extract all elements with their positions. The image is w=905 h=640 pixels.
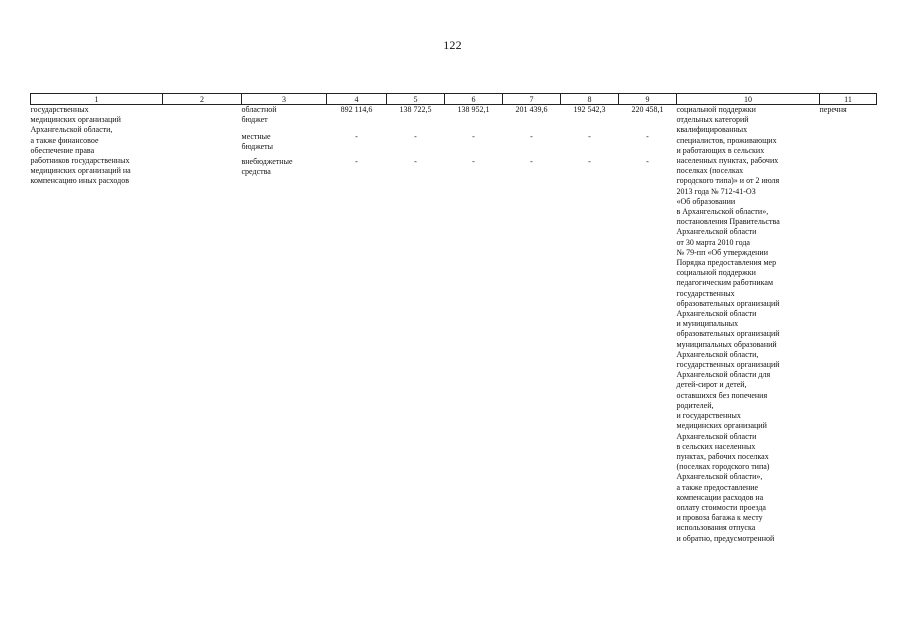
legal-basis-line: образовательных организаций [676, 298, 780, 308]
legal-basis-cell [677, 105, 820, 544]
legal-basis-line: государственных [676, 288, 735, 298]
activity-description-line: медицинских организаций [30, 115, 121, 125]
activity-description-line: а также финансовое [30, 135, 99, 145]
legal-basis-line: Архангельской области [676, 227, 757, 237]
amount-column-8 [561, 105, 619, 544]
legal-basis-line: и провоза багажа к месту [676, 513, 763, 523]
legal-basis-line: социальной поддержки [676, 268, 756, 278]
activity-description-line: компенсацию иных расходов [30, 176, 129, 186]
column-header-7: 7 [503, 94, 561, 105]
amount-value: 201 439,6 [515, 105, 548, 114]
column-header-8: 8 [561, 94, 619, 105]
amount-value: - [355, 132, 358, 141]
activity-description-cell [31, 105, 163, 544]
legal-basis-line: медицинских организаций [676, 421, 767, 431]
legal-basis-line: в Архангельской области», [676, 207, 769, 217]
legal-basis-line: отдельных категорий [676, 115, 749, 125]
activity-description-line: Архангельской области, [30, 125, 113, 135]
column-header-3: 3 [242, 94, 327, 105]
legal-basis-line: а также предоставление [676, 482, 759, 492]
legal-basis-line: компенсации расходов на [676, 492, 764, 502]
activity-description-line: медицинских организаций на [30, 166, 131, 176]
legal-basis-line: Архангельской области, [676, 349, 759, 359]
legal-basis-line: Архангельской области для [676, 370, 771, 380]
amount-column-9 [619, 105, 677, 544]
legal-basis-line: и муниципальных [676, 319, 739, 329]
column-header-10: 10 [677, 94, 820, 105]
legal-basis-line: населенных пунктах, рабочих [676, 156, 779, 166]
legal-basis-line: Архангельской области [676, 431, 757, 441]
amount-value: - [588, 157, 591, 166]
column-header-1: 1 [31, 94, 163, 105]
legal-basis-line: родителей, [676, 400, 714, 410]
column-2-cell [163, 105, 242, 544]
legal-basis-line: городского типа)» и от 2 июля [676, 176, 780, 186]
amount-value: 220 458,1 [631, 105, 664, 114]
legal-basis-line: использования отпуска [676, 523, 756, 533]
amount-value: - [355, 157, 358, 166]
amount-value: - [646, 132, 649, 141]
column-header-5: 5 [387, 94, 445, 105]
amount-value: - [588, 132, 591, 141]
legal-basis-line: и обратно, предусмотренной [676, 533, 775, 543]
legal-basis-line: оставшихся без попечения [676, 390, 768, 400]
table-header-row [31, 94, 877, 105]
activity-description-line: обеспечение права [30, 145, 95, 155]
column-header-4: 4 [327, 94, 387, 105]
column-header-9: 9 [619, 94, 677, 105]
legal-basis-line: 2013 года № 712-41-ОЗ [676, 186, 756, 196]
legal-basis-line: пунктах, рабочих поселках [676, 451, 769, 461]
legal-basis-line: и работающих в сельских [676, 145, 765, 155]
amount-column-7 [503, 105, 561, 544]
activity-description-line: государственных [30, 105, 89, 114]
amount-column-4 [327, 105, 387, 544]
table-row [31, 105, 877, 544]
legal-basis-line: Порядка предоставления мер [676, 258, 777, 268]
legal-basis-line: оплату стоимости проезда [676, 502, 766, 512]
legal-basis-line: постановления Правительства [676, 217, 780, 227]
legal-basis-line: (поселках городского типа) [676, 462, 770, 472]
legal-basis-line: квалифицированных [676, 125, 748, 135]
legal-basis-line: в сельских населенных [676, 441, 756, 451]
column-header-6: 6 [445, 94, 503, 105]
column-11-text: перечня [819, 105, 847, 114]
amount-column-5 [387, 105, 445, 544]
amount-value: - [530, 157, 533, 166]
legal-basis-line: государственных организаций [676, 360, 780, 370]
column-header-2: 2 [163, 94, 242, 105]
amount-value: - [414, 132, 417, 141]
legal-basis-line: детей-сирот и детей, [676, 380, 747, 390]
column-11-cell [820, 105, 877, 544]
amount-column-6 [445, 105, 503, 544]
legal-basis-line: и государственных [676, 411, 741, 421]
legal-basis-line: от 30 марта 2010 года [676, 237, 750, 247]
funding-source-local: местные бюджеты [241, 132, 274, 152]
legal-basis-line: муниципальных образований [676, 339, 777, 349]
legal-basis-line: Архангельской области [676, 309, 757, 319]
legal-basis-line: специалистов, проживающих [676, 135, 777, 145]
legal-basis-line: № 79-пп «Об утверждении [676, 247, 768, 257]
amount-value: - [646, 157, 649, 166]
legal-basis-line: образовательных организаций [676, 329, 780, 339]
amount-value: - [530, 132, 533, 141]
funding-source-regional: областной бюджет [241, 105, 277, 125]
program-table [30, 93, 877, 544]
funding-source-cell [242, 105, 327, 544]
amount-value: 138 722,5 [399, 105, 432, 114]
column-header-11: 11 [820, 94, 877, 105]
page-number: 122 [443, 38, 462, 52]
amount-value: 892 114,6 [340, 105, 373, 114]
funding-source-extrabudgetary: внебюджетные средства [241, 157, 293, 177]
legal-basis-line: поселках (поселках [676, 166, 744, 176]
legal-basis-line: «Об образовании [676, 196, 736, 206]
legal-basis-line: социальной поддержки [676, 105, 756, 114]
amount-value: - [414, 157, 417, 166]
legal-basis-line: педагогическим работникам [676, 278, 773, 288]
amount-value: 138 952,1 [457, 105, 490, 114]
amount-value: - [472, 157, 475, 166]
amount-value: 192 542,3 [573, 105, 606, 114]
legal-basis-line: Архангельской области», [676, 472, 763, 482]
activity-description-line: работников государственных [30, 156, 130, 166]
amount-value: - [472, 132, 475, 141]
